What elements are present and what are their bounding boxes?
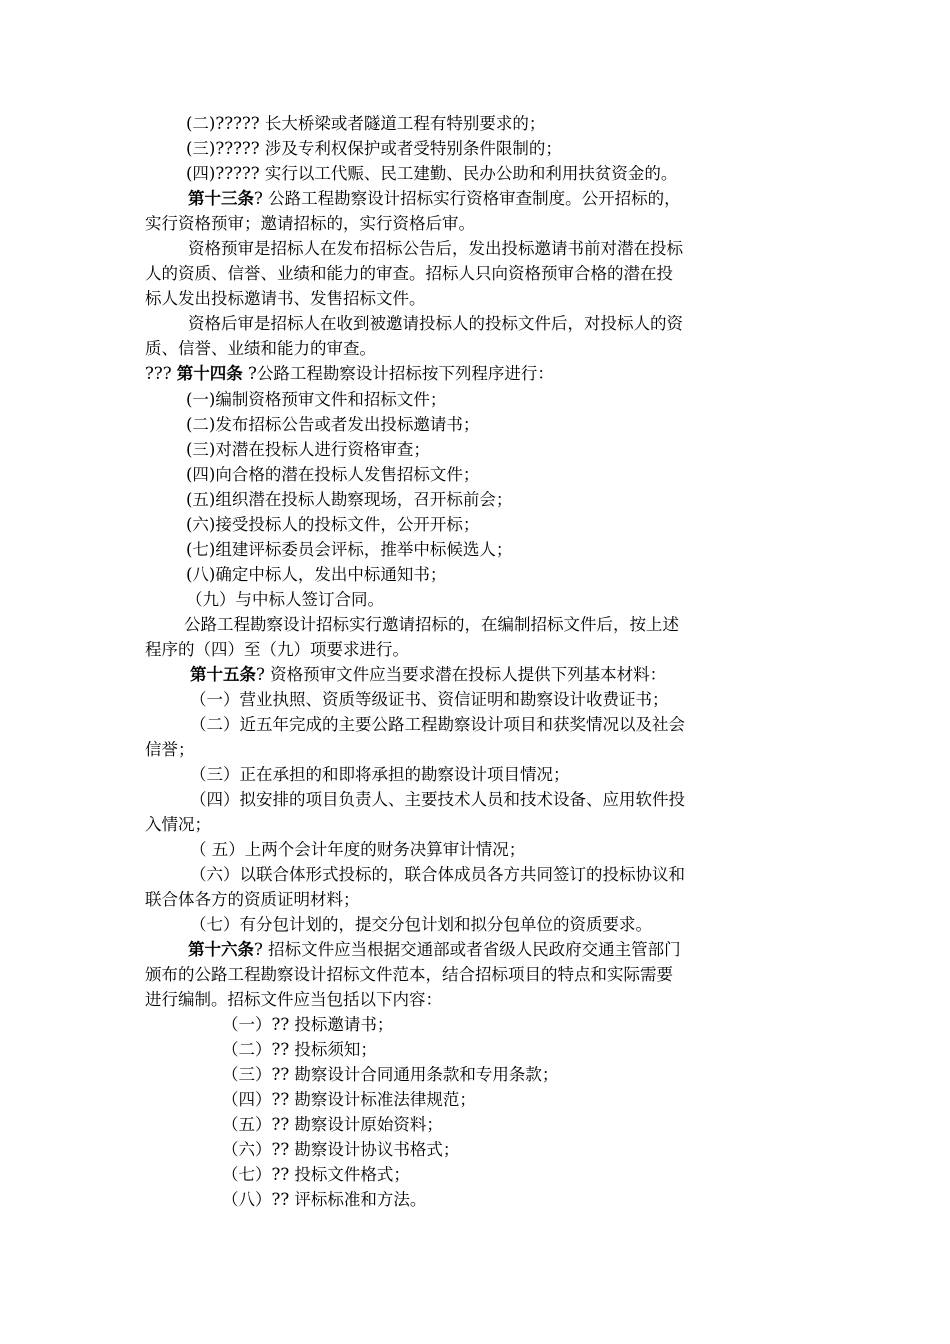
line-text: （三）正在承担的和即将承担的勘察设计项目情况； (190, 765, 570, 784)
paragraph-line (145, 339, 376, 359)
paragraph-line (186, 590, 384, 610)
line-text: ? 资格预审文件应当要求潜在投标人提供下列基本材料： (256, 665, 667, 684)
paragraph-line (222, 1115, 443, 1135)
line-text: （一）?? 投标邀请书； (222, 1015, 394, 1034)
line-text: 进行编制。招标文件应当包括以下内容： (145, 990, 442, 1009)
paragraph-line (188, 239, 683, 259)
paragraph-line (190, 915, 652, 935)
paragraph-line (145, 965, 673, 985)
paragraph-line (190, 665, 666, 685)
line-text: 质、信誉、业绩和能力的审查。 (145, 339, 376, 358)
article-heading: 第十六条 (188, 940, 254, 959)
line-text: （七）有分包计划的，提交分包计划和拟分包单位的资质要求。 (190, 915, 652, 934)
paragraph-line (186, 440, 430, 460)
line-text: (二)????? 长大桥梁或者隧道工程有特别要求的； (186, 114, 546, 133)
paragraph-line (222, 1165, 410, 1185)
paragraph-line (145, 640, 409, 660)
line-text: (七)组建评标委员会评标，推举中标候选人； (186, 540, 513, 559)
line-text: (六)接受投标人的投标文件，公开开标； (186, 515, 480, 534)
paragraph-line (222, 1090, 476, 1110)
line-text: (五)组织潜在投标人勘察现场，召开标前会； (186, 490, 513, 509)
paragraph-line (186, 390, 446, 410)
paragraph-line (190, 765, 570, 785)
article-heading: 第十四条 (176, 364, 243, 383)
line-text: （九）与中标人签订合同。 (186, 590, 384, 609)
line-text: (四)????? 实行以工代赈、民工建勤、民办公助和利用扶贫资金的。 (186, 164, 678, 183)
line-text: 人的资质、信誉、业绩和能力的审查。招标人只向资格预审合格的潜在投 (145, 264, 673, 283)
paragraph-line (186, 490, 512, 510)
paragraph-line (186, 415, 479, 435)
paragraph-line (190, 790, 685, 810)
line-text: 入情况； (145, 815, 211, 834)
paragraph-line (222, 1140, 459, 1160)
paragraph-line (184, 615, 679, 635)
paragraph-line (145, 890, 360, 910)
line-text: 程序的（四）至（九）项要求进行。 (145, 640, 409, 659)
line-text: ? 招标文件应当根据交通部或者省级人民政府交通主管部门 (254, 940, 681, 959)
line-text: （三）?? 勘察设计合同通用条款和专用条款； (222, 1065, 559, 1084)
line-text: 实行资格预审；邀请招标的，实行资格后审。 (145, 214, 475, 233)
line-text: 资格预审是招标人在发布招标公告后，发出投标邀请书前对潜在投标 (188, 239, 683, 258)
paragraph-line (222, 1040, 377, 1060)
line-text: 公路工程勘察设计招标实行邀请招标的，在编制招标文件后，按上述 (184, 615, 679, 634)
line-text: （五）?? 勘察设计原始资料； (222, 1115, 443, 1134)
paragraph-line (186, 565, 446, 585)
line-text: 颁布的公路工程勘察设计招标文件范本，结合招标项目的特点和实际需要 (145, 965, 673, 984)
paragraph-line (188, 189, 681, 209)
line-text: （二）近五年完成的主要公路工程勘察设计项目和获奖情况以及社会 (190, 715, 685, 734)
paragraph-line (190, 840, 525, 860)
paragraph-line (188, 314, 683, 334)
line-text: （八）?? 评标标准和方法。 (222, 1190, 427, 1209)
article-heading: 第十五条 (190, 665, 256, 684)
paragraph-line (145, 289, 426, 309)
line-text: （四）拟安排的项目负责人、主要技术人员和技术设备、应用软件投 (190, 790, 685, 809)
paragraph-line (145, 214, 475, 234)
line-text: (三)对潜在投标人进行资格审查； (186, 440, 430, 459)
line-text: （ 五）上两个会计年度的财务决算审计情况； (190, 840, 526, 859)
paragraph-line (190, 715, 685, 735)
line-text: （四）?? 勘察设计标准法律规范； (222, 1090, 476, 1109)
line-text: （一）营业执照、资质等级证书、资信证明和勘察设计收费证书； (190, 690, 669, 709)
line-text: （二）?? 投标须知； (222, 1040, 377, 1059)
paragraph-line (186, 465, 479, 485)
paragraph-line (186, 139, 562, 159)
line-prefix: ??? (145, 364, 177, 383)
paragraph-line (186, 540, 512, 560)
line-text: (二)发布招标公告或者发出投标邀请书； (186, 415, 480, 434)
paragraph-line (222, 1015, 393, 1035)
paragraph-line (145, 815, 211, 835)
line-text: 标人发出投标邀请书、发售招标文件。 (145, 289, 426, 308)
paragraph-line (186, 515, 479, 535)
paragraph-line (186, 164, 677, 184)
paragraph-line (145, 364, 554, 384)
line-text: (八)确定中标人，发出中标通知书； (186, 565, 447, 584)
line-text: （六）?? 勘察设计协议书格式； (222, 1140, 460, 1159)
line-text: 资格后审是招标人在收到被邀请投标人的投标文件后，对投标人的资 (188, 314, 683, 333)
line-text: (一)编制资格预审文件和招标文件； (186, 390, 447, 409)
paragraph-line (145, 740, 195, 760)
line-text: 信誉； (145, 740, 195, 759)
line-text: ? 公路工程勘察设计招标实行资格审查制度。公开招标的， (254, 189, 681, 208)
paragraph-line (222, 1065, 558, 1085)
line-text: （七）?? 投标文件格式； (222, 1165, 410, 1184)
line-text: ?公路工程勘察设计招标按下列程序进行： (242, 364, 554, 383)
paragraph-line (186, 114, 545, 134)
article-heading: 第十三条 (188, 189, 254, 208)
paragraph-line (222, 1190, 426, 1210)
paragraph-line (190, 865, 685, 885)
line-text: (三)????? 涉及专利权保护或者受特别条件限制的； (186, 139, 562, 158)
line-text: 联合体各方的资质证明材料； (145, 890, 360, 909)
line-text: (四)向合格的潜在投标人发售招标文件； (186, 465, 480, 484)
line-text: （六）以联合体形式投标的，联合体成员各方共同签订的投标协议和 (190, 865, 685, 884)
paragraph-line (188, 940, 681, 960)
paragraph-line (190, 690, 669, 710)
paragraph-line (145, 990, 442, 1010)
paragraph-line (145, 264, 673, 284)
